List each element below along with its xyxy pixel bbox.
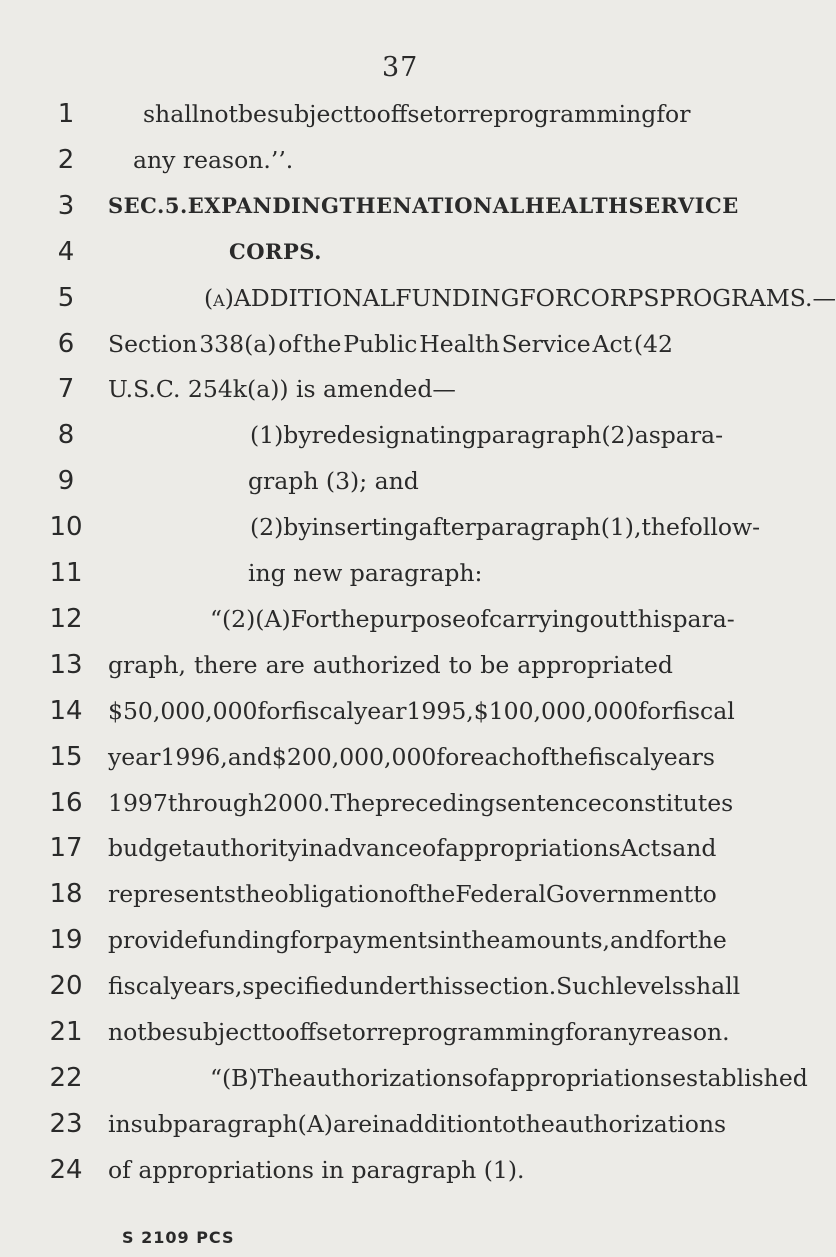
- text-line: Section 338(a) of the Public Health Service Act (42: [108, 329, 673, 358]
- line-number: 22: [49, 1062, 83, 1093]
- text-line: 1997 through 2000. The preceding sentence constitutes: [108, 788, 734, 817]
- section-heading-line: SEC. 5. EXPANDING THE NATIONAL HEALTH SERVICE: [108, 192, 739, 218]
- line-number: 1: [57, 99, 75, 129]
- section-heading-line: CORPS.: [229, 238, 322, 264]
- text-line: of appropriations in paragraph (1).: [108, 1155, 525, 1184]
- line-number: 6: [57, 328, 75, 359]
- text-line: year 1996, and $200,000,000 for each of the fiscal years: [108, 742, 715, 771]
- text-line: $50,000,000 for fiscal year 1995, $100,000,000 for fiscal: [108, 696, 735, 725]
- line-number: 8: [57, 420, 75, 451]
- text-line: “(2)(A) For the purpose of carrying out this para-: [210, 604, 735, 633]
- line-number: 19: [49, 925, 83, 956]
- line-number: 21: [49, 1017, 83, 1047]
- line-number: 3: [57, 190, 75, 221]
- text-line: represents the obligation of the Federal Government to: [108, 880, 717, 909]
- text-line: shall not be subject to offset or reprogramming for: [143, 100, 691, 128]
- text-line: fiscal years, specified under this section. Such levels shall: [108, 972, 741, 1001]
- text-line: (2) by inserting after paragraph (1), the follow-: [250, 513, 761, 542]
- line-number: 5: [57, 282, 75, 313]
- text-line: any reason.’’.: [133, 145, 294, 174]
- line-number: 4: [57, 236, 75, 267]
- line-number: 2: [57, 144, 75, 175]
- document-id: S 2109 PCS: [122, 1228, 235, 1247]
- page-number: 37: [382, 52, 419, 83]
- text-line: not be subject to offset or reprogramming for any reason.: [108, 1018, 730, 1046]
- text-line: in subparagraph (A) are in addition to the authorizations: [108, 1109, 727, 1138]
- line-number: 10: [49, 512, 83, 543]
- text-line: graph, there are authorized to be appropriated: [108, 650, 673, 679]
- line-number: 15: [49, 741, 83, 772]
- text-line: provide funding for payments in the amounts, and for the: [108, 926, 727, 955]
- line-number: 24: [49, 1154, 83, 1185]
- text-line: “(B) The authorizations of appropriations established: [210, 1063, 808, 1092]
- line-number: 20: [49, 971, 83, 1002]
- text-line: budget authority in advance of appropriations Acts and: [108, 834, 717, 863]
- line-number: 17: [49, 833, 83, 864]
- text-line: (1) by redesignating paragraph (2) as para-: [250, 421, 724, 450]
- text-line: graph (3); and: [248, 467, 419, 496]
- line-number: 7: [57, 374, 75, 405]
- line-number: 11: [49, 558, 83, 588]
- line-number: 13: [49, 649, 83, 680]
- line-number: 18: [49, 879, 83, 910]
- line-number: 9: [57, 466, 75, 497]
- line-number: 14: [49, 695, 83, 726]
- text-line: (a) ADDITIONAL FUNDING FOR CORPS PROGRAMS.—: [204, 283, 836, 312]
- line-number: 12: [49, 603, 83, 634]
- text-line: ing new paragraph:: [248, 559, 483, 587]
- line-number: 16: [49, 787, 83, 818]
- line-number: 23: [49, 1108, 83, 1139]
- text-line: U.S.C. 254k(a)) is amended—: [108, 375, 456, 404]
